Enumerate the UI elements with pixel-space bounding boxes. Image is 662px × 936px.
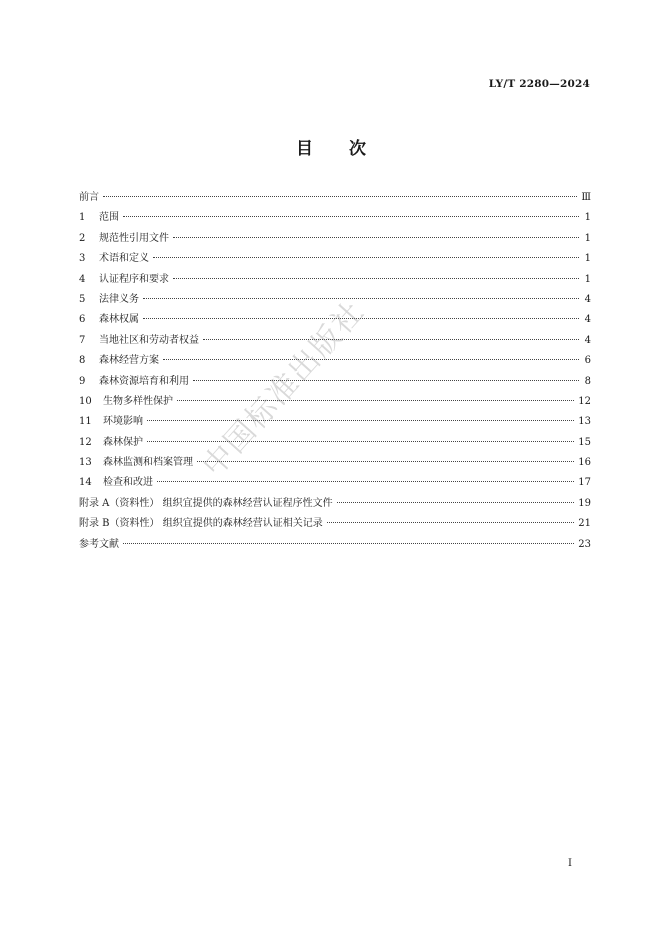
toc-entry-number: 2 [79, 232, 86, 244]
toc-entry[interactable] [79, 412, 591, 432]
toc-entry-number: 4 [79, 273, 86, 285]
toc-entry-page: 17 [578, 477, 591, 489]
toc-entry-label: 术语和定义 [99, 253, 149, 265]
page-number: I [568, 858, 572, 869]
toc-entry[interactable] [79, 473, 591, 493]
toc-entry-number: 12 [79, 436, 92, 448]
toc-leader-dots [203, 339, 579, 340]
toc-leader-dots [163, 359, 579, 360]
toc-leader-dots [147, 441, 574, 442]
toc-leader-dots [123, 216, 579, 217]
toc-entry-page: Ⅲ [581, 192, 591, 203]
toc-entry[interactable] [79, 351, 591, 371]
toc-entry-number: 7 [79, 334, 86, 346]
toc-entry[interactable] [79, 514, 591, 534]
toc-entry-page: 16 [578, 457, 591, 469]
toc-entry-number: 9 [79, 375, 86, 387]
toc-entry[interactable] [79, 188, 591, 208]
toc-leader-dots [173, 278, 579, 279]
toc-entry-label: 附录 A（资料性） 组织宜提供的森林经营认证程序性文件 [79, 497, 333, 509]
toc-entry[interactable] [79, 372, 591, 392]
toc-leader-dots [153, 257, 579, 258]
toc-entry-label: 规范性引用文件 [99, 232, 169, 244]
toc-entry-label: 附录 B（资料性） 组织宜提供的森林经营认证相关记录 [79, 518, 323, 530]
toc-leader-dots [197, 461, 574, 462]
watermark: 中国标准出版社 [195, 293, 372, 484]
toc-entry[interactable] [79, 270, 591, 290]
toc-entry[interactable] [79, 433, 591, 453]
toc-leader-dots [157, 481, 574, 482]
toc-leader-dots [193, 380, 579, 381]
toc-leader-dots [173, 237, 579, 238]
standard-code: LY/T 2280—2024 [488, 78, 590, 90]
toc-entry-page: 4 [584, 314, 591, 326]
toc-entry-number: 6 [79, 314, 86, 326]
toc-entry[interactable] [79, 229, 591, 249]
toc-entry-number: 11 [79, 416, 92, 428]
toc-entry-label: 森林经营方案 [99, 355, 159, 367]
toc-entry-label: 环境影响 [103, 416, 143, 428]
toc-entry-label: 参考文献 [79, 538, 119, 550]
toc-entry-number: 8 [79, 355, 86, 367]
toc-entry-page: 4 [584, 334, 591, 346]
toc-entry-label: 前言 [79, 192, 99, 203]
toc-entry-page: 1 [584, 212, 591, 224]
toc-entry[interactable] [79, 453, 591, 473]
toc-entry-page: 15 [578, 436, 591, 448]
toc-entry-label: 森林监测和档案管理 [103, 457, 193, 469]
toc-entry-page: 1 [584, 253, 591, 265]
toc-entry[interactable] [79, 249, 591, 269]
toc-entry[interactable] [79, 392, 591, 412]
toc-leader-dots [327, 522, 575, 523]
table-of-contents [79, 188, 591, 555]
toc-leader-dots [103, 196, 577, 197]
toc-entry-label: 认证程序和要求 [99, 273, 169, 285]
toc-entry-number: 10 [79, 395, 92, 407]
title-part-2: 次 [349, 139, 366, 159]
toc-entry-page: 21 [578, 518, 591, 530]
toc-entry-page: 19 [578, 497, 591, 509]
page-title [0, 134, 662, 159]
toc-entry[interactable] [79, 535, 591, 555]
toc-entry-number: 3 [79, 253, 86, 265]
title-part-1: 目 [296, 139, 313, 159]
toc-entry-number: 5 [79, 293, 86, 305]
toc-entry-label: 检查和改进 [103, 477, 153, 489]
toc-entry-page: 12 [578, 395, 591, 407]
toc-entry-page: 1 [584, 273, 591, 285]
toc-entry-label: 森林权属 [99, 314, 139, 326]
toc-entry-number: 14 [79, 477, 92, 489]
toc-entry[interactable] [79, 494, 591, 514]
toc-entry-label: 森林保护 [103, 436, 143, 448]
toc-entry-page: 8 [584, 375, 591, 387]
toc-leader-dots [147, 420, 574, 421]
toc-entry-number: 1 [79, 212, 86, 224]
toc-entry-page: 1 [584, 232, 591, 244]
toc-entry[interactable] [79, 331, 591, 351]
toc-leader-dots [177, 400, 574, 401]
toc-leader-dots [123, 543, 574, 544]
toc-entry-label: 范围 [99, 212, 119, 224]
toc-entry-page: 6 [584, 355, 591, 367]
toc-entry-label: 生物多样性保护 [103, 395, 173, 407]
toc-entry-label: 当地社区和劳动者权益 [99, 334, 199, 346]
toc-leader-dots [143, 318, 579, 319]
toc-entry-number: 13 [79, 457, 92, 469]
toc-entry[interactable] [79, 290, 591, 310]
toc-entry-label: 森林资源培育和利用 [99, 375, 189, 387]
toc-entry-page: 4 [584, 293, 591, 305]
toc-leader-dots [143, 298, 579, 299]
toc-entry[interactable] [79, 208, 591, 228]
toc-entry-page: 13 [578, 416, 591, 428]
toc-entry-page: 23 [578, 538, 591, 550]
toc-entry-label: 法律义务 [99, 293, 139, 305]
toc-entry[interactable] [79, 310, 591, 330]
toc-leader-dots [337, 502, 575, 503]
